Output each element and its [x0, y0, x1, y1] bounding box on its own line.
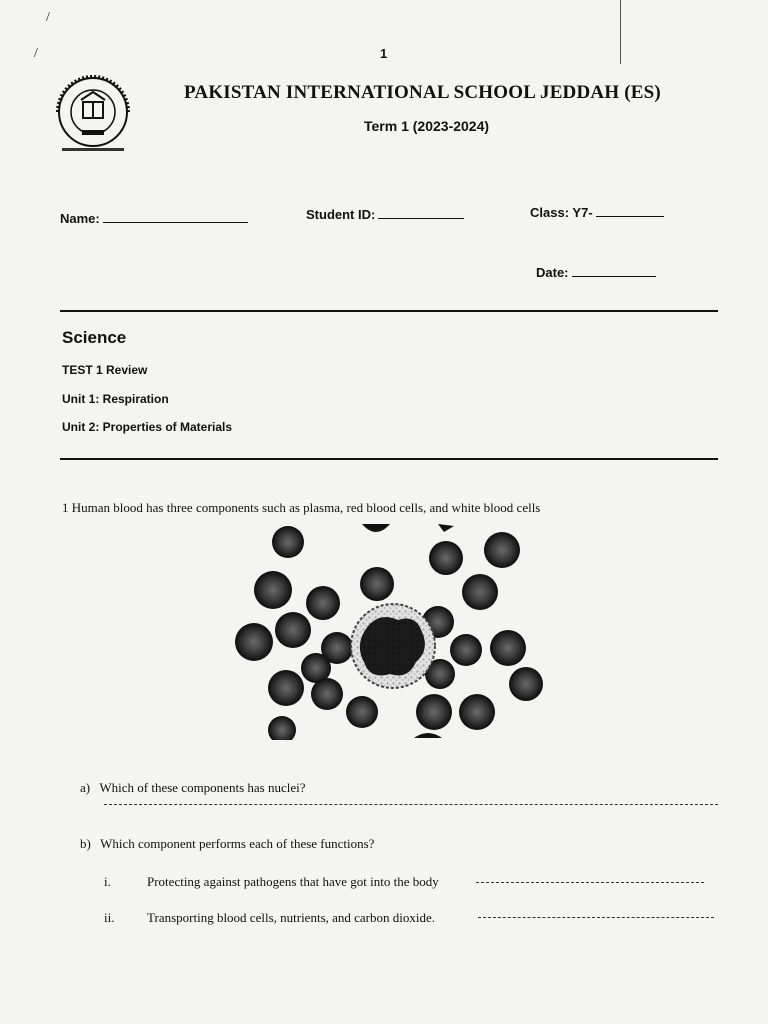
divider	[60, 458, 718, 460]
margin-mark: /	[46, 10, 50, 25]
name-blank[interactable]	[103, 210, 248, 223]
class-blank[interactable]	[596, 204, 664, 217]
date-field[interactable]	[536, 264, 656, 280]
answer-line-1b-i[interactable]	[476, 882, 704, 883]
question-1b	[80, 836, 374, 852]
test-title: TEST 1 Review	[62, 363, 148, 377]
school-logo	[52, 74, 134, 156]
question-1a-label: a)	[80, 780, 91, 795]
divider	[60, 310, 718, 312]
class-label: Class:	[530, 205, 570, 220]
answer-line-1a[interactable]	[104, 804, 718, 805]
name-field[interactable]	[60, 210, 248, 226]
class-field[interactable]	[530, 204, 664, 220]
class-prefix: Y7-	[572, 205, 593, 220]
question-1b-text: Which component performs each of these functions?	[100, 836, 375, 851]
page-number: 1	[380, 46, 388, 61]
question-1b-i-label: i.	[104, 874, 111, 889]
student-id-field[interactable]	[306, 206, 464, 222]
subject-title: Science	[62, 328, 127, 347]
student-id-blank[interactable]	[378, 206, 464, 219]
unit-2: Unit 2: Properties of Materials	[62, 420, 233, 434]
scan-line	[620, 0, 621, 64]
margin-mark: /	[34, 46, 38, 61]
question-1-stem: 1 Human blood has three components such as plasma, red blood cells, and white blood cells	[62, 500, 541, 515]
blood-cells-image	[230, 520, 550, 740]
unit-1: Unit 1: Respiration	[62, 392, 169, 406]
date-blank[interactable]	[572, 264, 656, 277]
school-name: PAKISTAN INTERNATIONAL SCHOOL JEDDAH (ES)	[184, 82, 661, 103]
question-1b-i-text: Protecting against pathogens that have got into the body	[147, 874, 439, 889]
question-1b-ii-text: Transporting blood cells, nutrients, and carbon dioxide.	[147, 910, 436, 925]
question-1a	[80, 780, 306, 796]
question-1b-i	[104, 874, 111, 890]
date-label: Date:	[536, 265, 569, 280]
name-label: Name:	[60, 211, 100, 226]
question-1a-text: Which of these components has nuclei?	[99, 780, 306, 795]
student-id-label: Student ID:	[306, 207, 376, 222]
answer-line-1b-ii[interactable]	[478, 917, 714, 918]
question-1b-ii	[104, 910, 114, 926]
question-1b-label: b)	[80, 836, 91, 851]
question-1b-ii-label: ii.	[104, 910, 115, 925]
term-title: Term 1 (2023-2024)	[364, 118, 490, 134]
